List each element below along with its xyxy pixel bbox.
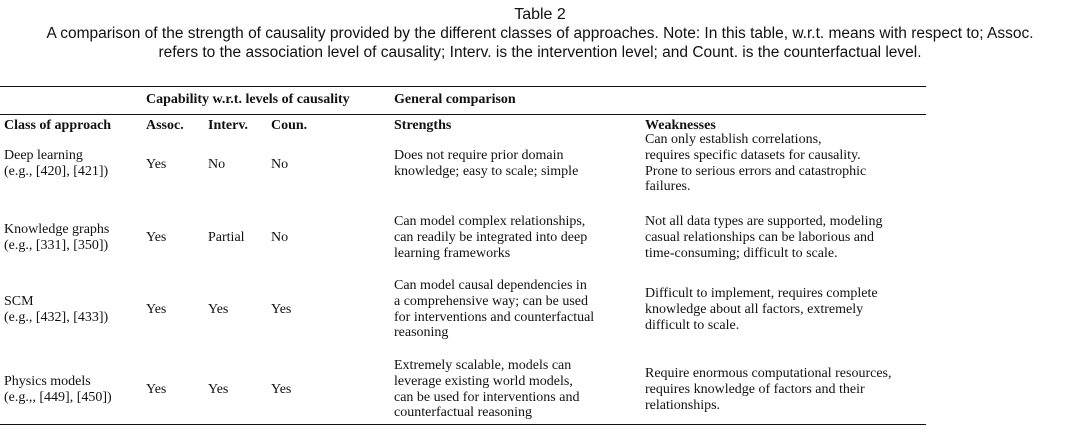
caption-title: Table 2: [514, 6, 566, 23]
row-weaknesses: [645, 214, 883, 261]
row-strengths: [394, 148, 578, 180]
strengths-line: Extremely scalable, models can: [394, 358, 572, 373]
column-header-assoc: Assoc.: [146, 118, 184, 133]
strengths-line: leverage existing world models,: [394, 373, 573, 389]
strengths-line: Can model complex relationships,: [394, 214, 586, 229]
strengths-line: learning frameworks: [394, 245, 511, 261]
strengths-line: can readily be integrated into deep: [394, 229, 588, 245]
row-weaknesses: [645, 366, 891, 413]
row-strengths: [394, 278, 594, 341]
weaknesses-line: Require enormous computational resources,: [645, 366, 892, 381]
weaknesses-line: failures.: [645, 179, 691, 195]
row-coun: No: [271, 230, 289, 245]
row-assoc: Yes: [146, 157, 167, 172]
row-coun: No: [271, 157, 289, 172]
approach-name: Physics models: [4, 374, 91, 389]
weaknesses-line: knowledge about all factors, extremely: [645, 301, 864, 317]
row-approach: [4, 222, 109, 254]
table-bottom-rule: [0, 424, 926, 425]
row-coun: Yes: [271, 382, 292, 397]
group-header-general: General comparison: [394, 92, 516, 107]
weaknesses-line: difficult to scale.: [645, 317, 740, 333]
column-header-coun: Coun.: [271, 118, 308, 133]
weaknesses-line: relationships.: [645, 397, 721, 413]
weaknesses-line: Prone to serious errors and catastrophic: [645, 163, 867, 179]
row-assoc: Yes: [146, 230, 167, 245]
row-strengths: [394, 358, 579, 421]
column-header-interv: Interv.: [208, 118, 249, 133]
weaknesses-line: Not all data types are supported, modeling: [645, 214, 883, 229]
strengths-line: a comprehensive way; can be used: [394, 293, 588, 309]
approach-name: SCM: [4, 294, 34, 309]
group-header-capability: Capability w.r.t. levels of causality: [146, 92, 350, 107]
strengths-line: for interventions and counterfactual: [394, 309, 595, 325]
table-caption: [0, 5, 1080, 62]
group-header-rule: [0, 114, 926, 115]
row-approach: [4, 148, 108, 180]
weaknesses-line: requires knowledge of factors and their: [645, 381, 865, 397]
strengths-line: counterfactual reasoning: [394, 405, 532, 421]
column-header-weaknesses: Weaknesses: [645, 118, 716, 133]
strengths-line: reasoning: [394, 325, 449, 341]
weaknesses-line: Can only establish correlations,: [645, 132, 822, 147]
row-interv: No: [208, 157, 226, 172]
row-approach: [4, 294, 108, 326]
approach-refs: (e.g., [420], [421]): [4, 163, 109, 179]
caption-line-2: refers to the association level of causality; Interv. is the intervention level; and Count. is the counterfactual level.: [158, 44, 922, 61]
strengths-line: Does not require prior domain: [394, 148, 564, 163]
column-header-strengths: Strengths: [394, 118, 452, 133]
approach-name: Knowledge graphs: [4, 222, 110, 237]
row-assoc: Yes: [146, 382, 167, 397]
row-weaknesses: [645, 286, 878, 333]
weaknesses-line: requires specific datasets for causality.: [645, 147, 861, 163]
weaknesses-line: time-consuming; difficult to scale.: [645, 245, 838, 261]
row-strengths: [394, 214, 587, 261]
strengths-line: can be used for interventions and: [394, 389, 580, 405]
weaknesses-line: Difficult to implement, requires complete: [645, 286, 878, 301]
approach-refs: (e.g.,, [449], [450]): [4, 389, 112, 405]
row-coun: Yes: [271, 302, 292, 317]
strengths-line: Can model causal dependencies in: [394, 278, 587, 293]
approach-name: Deep learning: [4, 148, 83, 163]
row-weaknesses: [645, 132, 866, 195]
row-assoc: Yes: [146, 302, 167, 317]
row-interv: Yes: [208, 302, 229, 317]
strengths-line: knowledge; easy to scale; simple: [394, 163, 579, 179]
row-interv: Yes: [208, 382, 229, 397]
approach-refs: (e.g., [331], [350]): [4, 237, 109, 253]
caption-line-1: A comparison of the strength of causality provided by the different classes of approaches. Note: In this table, w.r.t. means with respect to; Assoc.: [46, 25, 1034, 42]
row-approach: [4, 374, 112, 406]
column-header-approach: Class of approach: [4, 118, 112, 133]
table-top-rule: [0, 86, 926, 87]
row-interv: Partial: [208, 230, 245, 245]
weaknesses-line: casual relationships can be laborious and: [645, 229, 874, 245]
approach-refs: (e.g., [432], [433]): [4, 309, 109, 325]
